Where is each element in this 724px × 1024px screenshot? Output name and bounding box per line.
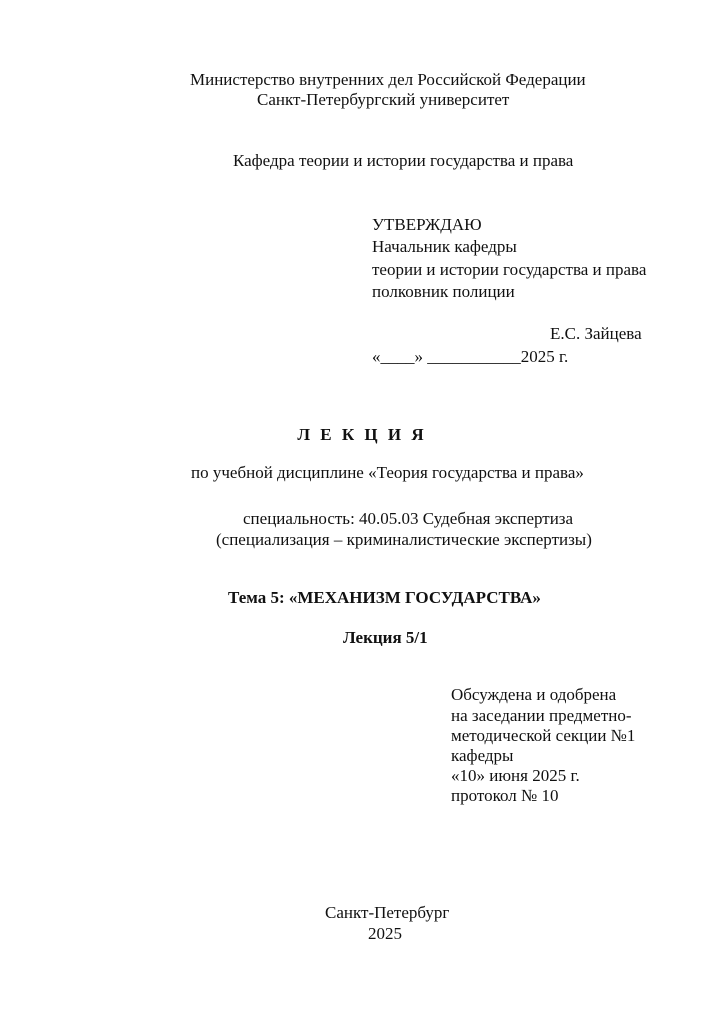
department-name: Кафедра теории и истории государства и права (233, 151, 574, 170)
approval-department: теории и истории государства и права (372, 260, 647, 279)
approval-signatory: Е.С. Зайцева (550, 324, 642, 343)
discussion-line-1: Обсуждена и одобрена (451, 685, 617, 704)
specialty-line: специальность: 40.05.03 Судебная экспертиза (243, 509, 574, 528)
discipline-line: по учебной дисциплине «Теория государства и права» (191, 463, 584, 482)
lecture-heading: Л Е К Ц И Я (297, 425, 427, 444)
footer-year: 2025 (368, 924, 402, 943)
discussion-date: «10» июня 2025 г. (451, 766, 580, 785)
discussion-line-4: кафедры (451, 746, 514, 765)
topic-title: Тема 5: «МЕХАНИЗМ ГОСУДАРСТВА» (228, 588, 541, 607)
ministry-name: Министерство внутренних дел Российской Федерации (190, 70, 586, 89)
approval-title: УТВЕРЖДАЮ (372, 215, 482, 234)
specialization-line: (специализация – криминалистические экспертизы) (216, 530, 592, 549)
lecture-number: Лекция 5/1 (343, 628, 428, 647)
approval-position: Начальник кафедры (372, 237, 517, 256)
discussion-line-2: на заседании предметно- (451, 706, 632, 725)
discussion-line-3: методической секции №1 (451, 726, 636, 745)
footer-city: Санкт-Петербург (325, 903, 450, 922)
university-name: Санкт-Петербургский университет (257, 90, 510, 109)
discussion-protocol: протокол № 10 (451, 786, 559, 805)
approval-rank: полковник полиции (372, 282, 515, 301)
approval-date: «____» ___________2025 г. (372, 347, 569, 366)
